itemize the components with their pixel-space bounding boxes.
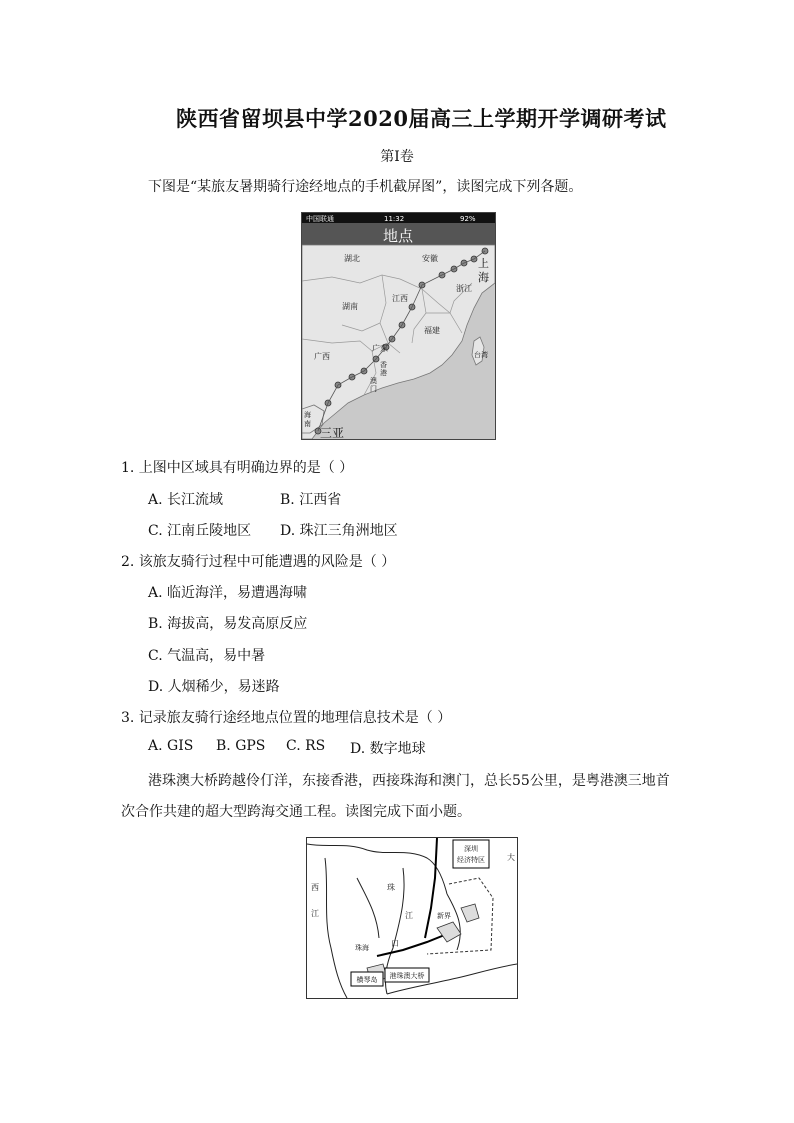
label-kou: 口 bbox=[391, 939, 399, 948]
q2-option-d: D. 人烟稀少，易迷路 bbox=[148, 679, 280, 695]
prd-map-figure bbox=[306, 837, 518, 999]
label-zhuhai: 珠海 bbox=[355, 944, 369, 952]
question-3: 3. 记录旅友骑行途经地点位置的地理信息技术是（ ） bbox=[121, 710, 452, 726]
exam-title: 陕西省留坝县中学2020届高三上学期开学调研考试 bbox=[176, 106, 667, 131]
q3-option-a: A. GIS bbox=[148, 738, 194, 754]
label-xianggang-2: 港 bbox=[380, 369, 387, 377]
phone-map-figure bbox=[301, 212, 496, 440]
label-xinjie: 新界 bbox=[437, 912, 451, 920]
label-da: 大 bbox=[507, 853, 515, 862]
label-jiang-2: 江 bbox=[405, 911, 413, 920]
question-1: 1. 上图中区域具有明确边界的是（ ） bbox=[121, 460, 354, 476]
q2-option-b: B. 海拔高，易发高原反应 bbox=[148, 616, 308, 632]
q1-option-d: D. 珠江三角洲地区 bbox=[280, 523, 398, 539]
intro-paragraph-2-line-2: 次合作共建的超大型跨海交通工程。读图完成下面小题。 bbox=[121, 804, 471, 820]
label-shenzhen-1: 深圳 bbox=[464, 845, 478, 853]
question-2: 2. 该旅友骑行过程中可能遭遇的风险是（ ） bbox=[121, 554, 396, 570]
q2-option-c: C. 气温高，易中暑 bbox=[148, 648, 266, 664]
label-sanya: 三亚 bbox=[320, 426, 345, 439]
label-hainan-2: 南 bbox=[304, 420, 311, 428]
label-jiang: 江 bbox=[311, 909, 319, 918]
label-hunan: 湖南 bbox=[342, 302, 358, 311]
label-anhui: 安徽 bbox=[422, 254, 438, 263]
label-zhejiang: 浙江 bbox=[456, 284, 472, 293]
label-aomen-1: 澳 bbox=[370, 377, 377, 385]
q3-option-c: C. RS bbox=[286, 738, 326, 754]
label-shanghai-2: 海 bbox=[478, 271, 489, 284]
q3-option-d: D. 数字地球 bbox=[350, 741, 426, 757]
label-jiangxi: 江西 bbox=[392, 294, 408, 303]
intro-paragraph-2-line-1: 港珠澳大桥跨越伶仃洋，东接香港，西接珠海和澳门，总长55公里，是粤港澳三地首 bbox=[148, 773, 670, 789]
label-hengqin: 横琴岛 bbox=[356, 976, 378, 984]
q1-option-b: B. 江西省 bbox=[280, 492, 342, 508]
label-guangxi: 广西 bbox=[314, 352, 330, 361]
label-bridge: 港珠澳大桥 bbox=[389, 972, 425, 980]
label-xianggang-1: 香 bbox=[380, 361, 387, 369]
q2-option-a: A. 临近海洋，易遭遇海啸 bbox=[148, 585, 308, 601]
label-taiwan: 台湾 bbox=[474, 351, 488, 359]
label-hubei: 湖北 bbox=[344, 254, 360, 263]
label-zhu: 珠 bbox=[387, 883, 395, 892]
label-xi: 西 bbox=[311, 883, 319, 892]
label-aomen-2: 门 bbox=[370, 385, 377, 393]
status-carrier: 中国联通 bbox=[306, 215, 334, 223]
intro-paragraph-1: 下图是“某旅友暑期骑行途经地点的手机截屏图”，读图完成下列各题。 bbox=[148, 179, 583, 195]
label-shanghai-1: 上 bbox=[478, 257, 489, 270]
q1-option-a: A. 长江流域 bbox=[148, 492, 224, 508]
label-fujian: 福建 bbox=[424, 326, 440, 335]
label-hainan-1: 海 bbox=[304, 411, 311, 419]
status-battery: 92% bbox=[460, 215, 476, 223]
q1-option-c: C. 江南丘陵地区 bbox=[148, 523, 252, 539]
status-time: 11:32 bbox=[384, 215, 405, 223]
label-guangdong: 广东 bbox=[372, 344, 388, 353]
map-header: 地点 bbox=[382, 227, 414, 245]
label-shenzhen-2: 经济特区 bbox=[457, 856, 485, 864]
q3-option-b: B. GPS bbox=[216, 738, 266, 754]
section-title: 第Ⅰ卷 bbox=[380, 149, 414, 165]
